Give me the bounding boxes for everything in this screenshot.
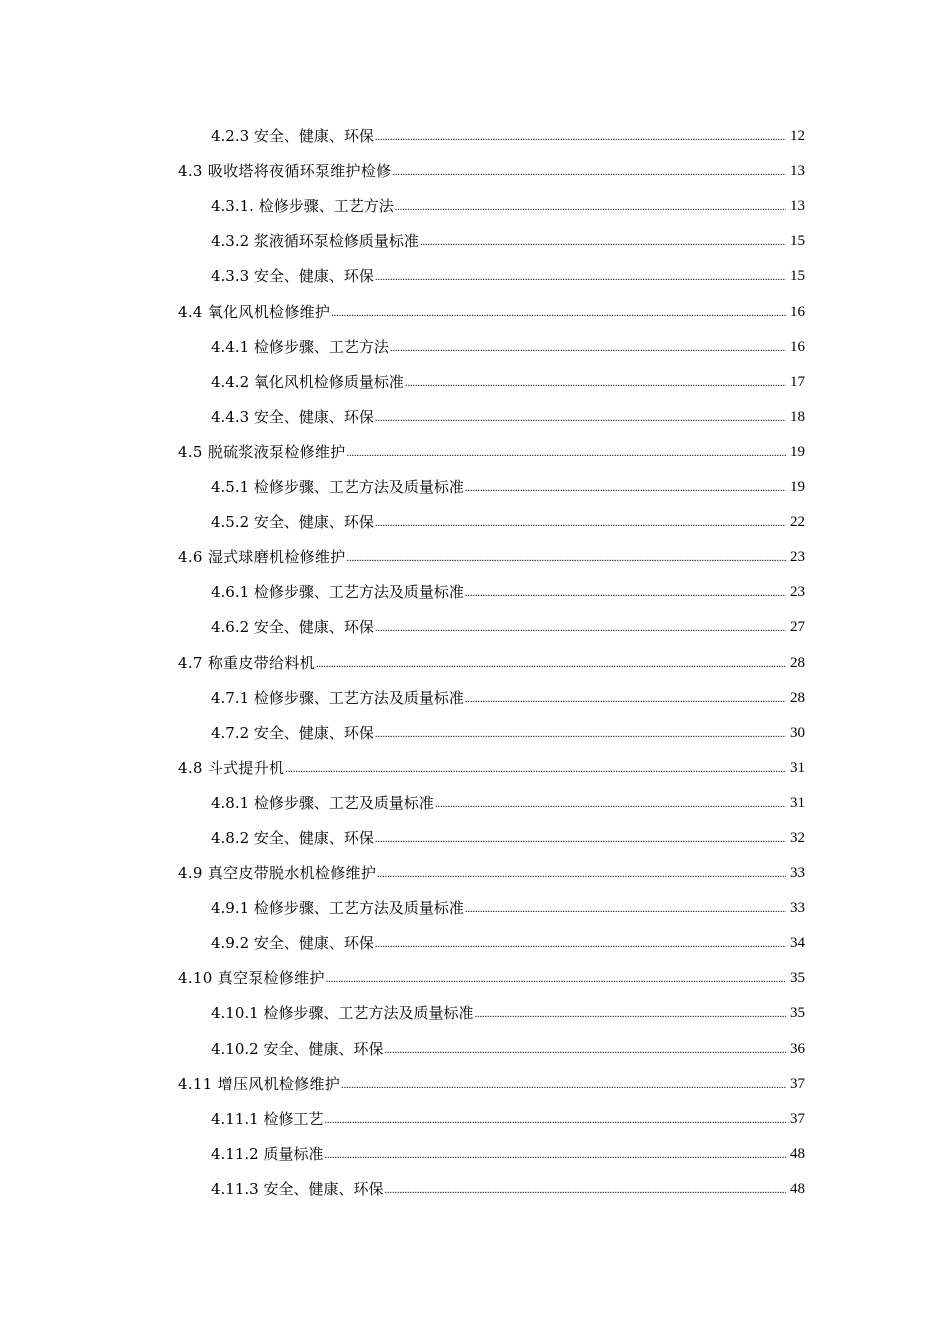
toc-leader-dots <box>375 127 786 145</box>
toc-page-number: 36 <box>790 1040 805 1057</box>
toc-leader-dots <box>395 197 786 215</box>
toc-entry-line <box>211 197 950 215</box>
toc-leader-dots <box>384 1040 786 1058</box>
toc-page-number: 15 <box>790 268 805 285</box>
toc-entry[interactable] <box>0 470 950 505</box>
toc-leader-dots <box>435 794 786 812</box>
toc-entry[interactable] <box>0 575 950 610</box>
toc-entry[interactable] <box>0 891 950 926</box>
toc-entry[interactable] <box>0 1031 950 1066</box>
toc-entry-title: 4.8.1 检修步骤、工艺及质量标准 <box>211 793 434 812</box>
toc-entry-line <box>178 969 950 987</box>
toc-entry-title: 4.5.2 安全、健康、环保 <box>211 513 374 532</box>
toc-entry-title: 4.7 称重皮带给料机 <box>178 653 315 672</box>
toc-entry-title: 4.9.1 检修步骤、工艺方法及质量标准 <box>211 899 464 918</box>
toc-leader-dots <box>326 969 786 987</box>
toc-page-number: 35 <box>790 970 805 987</box>
toc-entry[interactable] <box>0 1067 950 1102</box>
toc-entry-line <box>211 618 950 636</box>
toc-page-number: 17 <box>790 373 805 390</box>
toc-page-number: 15 <box>790 233 805 250</box>
toc-entry-line <box>211 583 950 601</box>
toc-entry-title: 4.7.2 安全、健康、环保 <box>211 723 374 742</box>
toc-entry[interactable] <box>0 435 950 470</box>
toc-leader-dots <box>465 899 786 917</box>
toc-entry-line <box>211 513 950 531</box>
toc-entry-title: 4.3.1. 检修步骤、工艺方法 <box>211 197 394 216</box>
toc-entry[interactable] <box>0 821 950 856</box>
toc-entry[interactable] <box>0 610 950 645</box>
toc-page-number: 32 <box>790 829 805 846</box>
toc-page-number: 18 <box>790 408 805 425</box>
toc-entry-title: 4.11.3 安全、健康、环保 <box>211 1179 384 1198</box>
toc-entry-line <box>211 1040 950 1058</box>
toc-entry[interactable] <box>0 189 950 224</box>
toc-page-number: 19 <box>790 443 805 460</box>
toc-entry[interactable] <box>0 856 950 891</box>
toc-page-number: 19 <box>790 479 805 496</box>
toc-page-number: 22 <box>790 514 805 531</box>
toc-leader-dots <box>465 689 786 707</box>
toc-leader-dots <box>375 267 786 285</box>
toc-leader-dots <box>390 338 786 356</box>
toc-entry-title: 4.10.2 安全、健康、环保 <box>211 1039 384 1058</box>
toc-entry[interactable] <box>0 645 950 680</box>
toc-leader-dots <box>465 583 786 601</box>
toc-entry-title: 4.4.3 安全、健康、环保 <box>211 407 374 426</box>
toc-entry[interactable] <box>0 154 950 189</box>
toc-entry-title: 4.10.1 检修步骤、工艺方法及质量标准 <box>211 1004 474 1023</box>
toc-entry[interactable] <box>0 751 950 786</box>
toc-entry-title: 4.11.1 检修工艺 <box>211 1109 324 1128</box>
toc-entry-title: 4.4.2 氧化风机检修质量标准 <box>211 372 404 391</box>
toc-leader-dots <box>392 162 786 180</box>
toc-entry[interactable] <box>0 224 950 259</box>
toc-page-number: 35 <box>790 1005 805 1022</box>
toc-entry[interactable] <box>0 540 950 575</box>
toc-entry-title: 4.10 真空泵检修维护 <box>178 969 325 988</box>
toc-entry-title: 4.9 真空皮带脱水机检修维护 <box>178 864 377 883</box>
toc-page-number: 23 <box>790 584 805 601</box>
toc-page-number: 13 <box>790 198 805 215</box>
toc-entry[interactable] <box>0 996 950 1031</box>
toc-leader-dots <box>375 934 786 952</box>
toc-leader-dots <box>377 864 786 882</box>
toc-entry[interactable] <box>0 1137 950 1172</box>
toc-entry-line <box>178 1075 950 1093</box>
toc-entry-line <box>178 759 950 777</box>
toc-entry-title: 4.6.1 检修步骤、工艺方法及质量标准 <box>211 583 464 602</box>
toc-leader-dots <box>375 829 786 847</box>
toc-entry-line <box>211 408 950 426</box>
toc-entry-line <box>178 303 950 321</box>
toc-entry[interactable] <box>0 119 950 154</box>
toc-leader-dots <box>420 232 786 250</box>
toc-page-number: 30 <box>790 724 805 741</box>
toc-leader-dots <box>285 759 786 777</box>
toc-leader-dots <box>316 654 786 672</box>
toc-entry[interactable] <box>0 505 950 540</box>
toc-entry-line <box>211 267 950 285</box>
toc-leader-dots <box>474 1004 786 1022</box>
toc-page-number: 37 <box>790 1110 805 1127</box>
toc-leader-dots <box>375 724 786 742</box>
toc-entry[interactable] <box>0 1172 950 1207</box>
toc-page-number: 16 <box>790 338 805 355</box>
toc-entry[interactable] <box>0 926 950 961</box>
toc-leader-dots <box>405 373 786 391</box>
toc-leader-dots <box>341 1075 786 1093</box>
toc-page-number: 28 <box>790 654 805 671</box>
toc-entry-line <box>211 338 950 356</box>
toc-entry[interactable] <box>0 681 950 716</box>
toc-page-number: 28 <box>790 689 805 706</box>
toc-entry-title: 4.5.1 检修步骤、工艺方法及质量标准 <box>211 478 464 497</box>
toc-page-number: 13 <box>790 163 805 180</box>
toc-entry-title: 4.6 湿式球磨机检修维护 <box>178 548 346 567</box>
toc-entry-line <box>211 232 950 250</box>
toc-entry[interactable] <box>0 786 950 821</box>
toc-entry-title: 4.3 吸收塔将夜循环泵维护检修 <box>178 162 392 181</box>
toc-entry[interactable] <box>0 365 950 400</box>
toc-entry[interactable] <box>0 400 950 435</box>
toc-entry-title: 4.11.2 质量标准 <box>211 1144 324 1163</box>
toc-entry-title: 4.11 增压风机检修维护 <box>178 1074 341 1093</box>
toc-entry-line <box>178 443 950 461</box>
toc-entry-title: 4.3.3 安全、健康、环保 <box>211 267 374 286</box>
toc-page-number: 27 <box>790 619 805 636</box>
toc-entry-line <box>211 127 950 145</box>
toc-page-number: 23 <box>790 549 805 566</box>
toc-entry-title: 4.8 斗式提升机 <box>178 758 285 777</box>
toc-entry-line <box>178 654 950 672</box>
toc-entry-line <box>211 794 950 812</box>
toc-entry-line <box>211 1110 950 1128</box>
toc-leader-dots <box>347 548 786 566</box>
toc-page-number: 33 <box>790 865 805 882</box>
toc-entry-title: 4.5 脱硫浆液泵检修维护 <box>178 442 346 461</box>
toc-leader-dots <box>331 303 786 321</box>
toc-entry-title: 4.3.2 浆液循环泵检修质量标准 <box>211 232 419 251</box>
toc-page-number: 16 <box>790 303 805 320</box>
toc-entry-title: 4.4 氧化风机检修维护 <box>178 302 331 321</box>
toc-entry-title: 4.7.1 检修步骤、工艺方法及质量标准 <box>211 688 464 707</box>
toc-leader-dots <box>324 1110 786 1128</box>
toc-entry-line <box>211 689 950 707</box>
toc-entry-line <box>178 864 950 882</box>
toc-entry-line <box>211 829 950 847</box>
toc-entry-line <box>211 1004 950 1022</box>
toc-leader-dots <box>375 618 786 636</box>
toc-entry-line <box>211 899 950 917</box>
toc-entry-title: 4.6.2 安全、健康、环保 <box>211 618 374 637</box>
toc-leader-dots <box>465 478 786 496</box>
toc-entry-title: 4.9.2 安全、健康、环保 <box>211 934 374 953</box>
toc-leader-dots <box>384 1180 786 1198</box>
toc-entry-line <box>178 548 950 566</box>
toc-page-number: 33 <box>790 900 805 917</box>
toc-entry-line <box>211 478 950 496</box>
toc-entry-line <box>211 373 950 391</box>
toc-page-number: 34 <box>790 935 805 952</box>
toc-entry-title: 4.4.1 检修步骤、工艺方法 <box>211 337 389 356</box>
toc-entry[interactable] <box>0 259 950 294</box>
toc-entry-line <box>178 162 950 180</box>
toc-entry[interactable] <box>0 1102 950 1137</box>
toc-entry[interactable] <box>0 330 950 365</box>
toc-entry[interactable] <box>0 716 950 751</box>
toc-leader-dots <box>375 408 786 426</box>
toc-entry[interactable] <box>0 961 950 996</box>
toc-leader-dots <box>375 513 786 531</box>
toc-page-number: 48 <box>790 1180 805 1197</box>
toc-entry[interactable] <box>0 294 950 329</box>
toc-entry-line <box>211 724 950 742</box>
toc-page-number: 12 <box>790 128 805 145</box>
toc-page-number: 37 <box>790 1075 805 1092</box>
toc-page-number: 31 <box>790 759 805 776</box>
toc-page-number: 31 <box>790 794 805 811</box>
toc-entry-title: 4.2.3 安全、健康、环保 <box>211 127 374 146</box>
toc-entry-title: 4.8.2 安全、健康、环保 <box>211 828 374 847</box>
table-of-contents <box>0 119 950 1207</box>
toc-leader-dots <box>347 443 786 461</box>
toc-entry-line <box>211 1180 950 1198</box>
toc-entry-line <box>211 934 950 952</box>
toc-page-number: 48 <box>790 1145 805 1162</box>
toc-entry-line <box>211 1145 950 1163</box>
toc-leader-dots <box>324 1145 786 1163</box>
